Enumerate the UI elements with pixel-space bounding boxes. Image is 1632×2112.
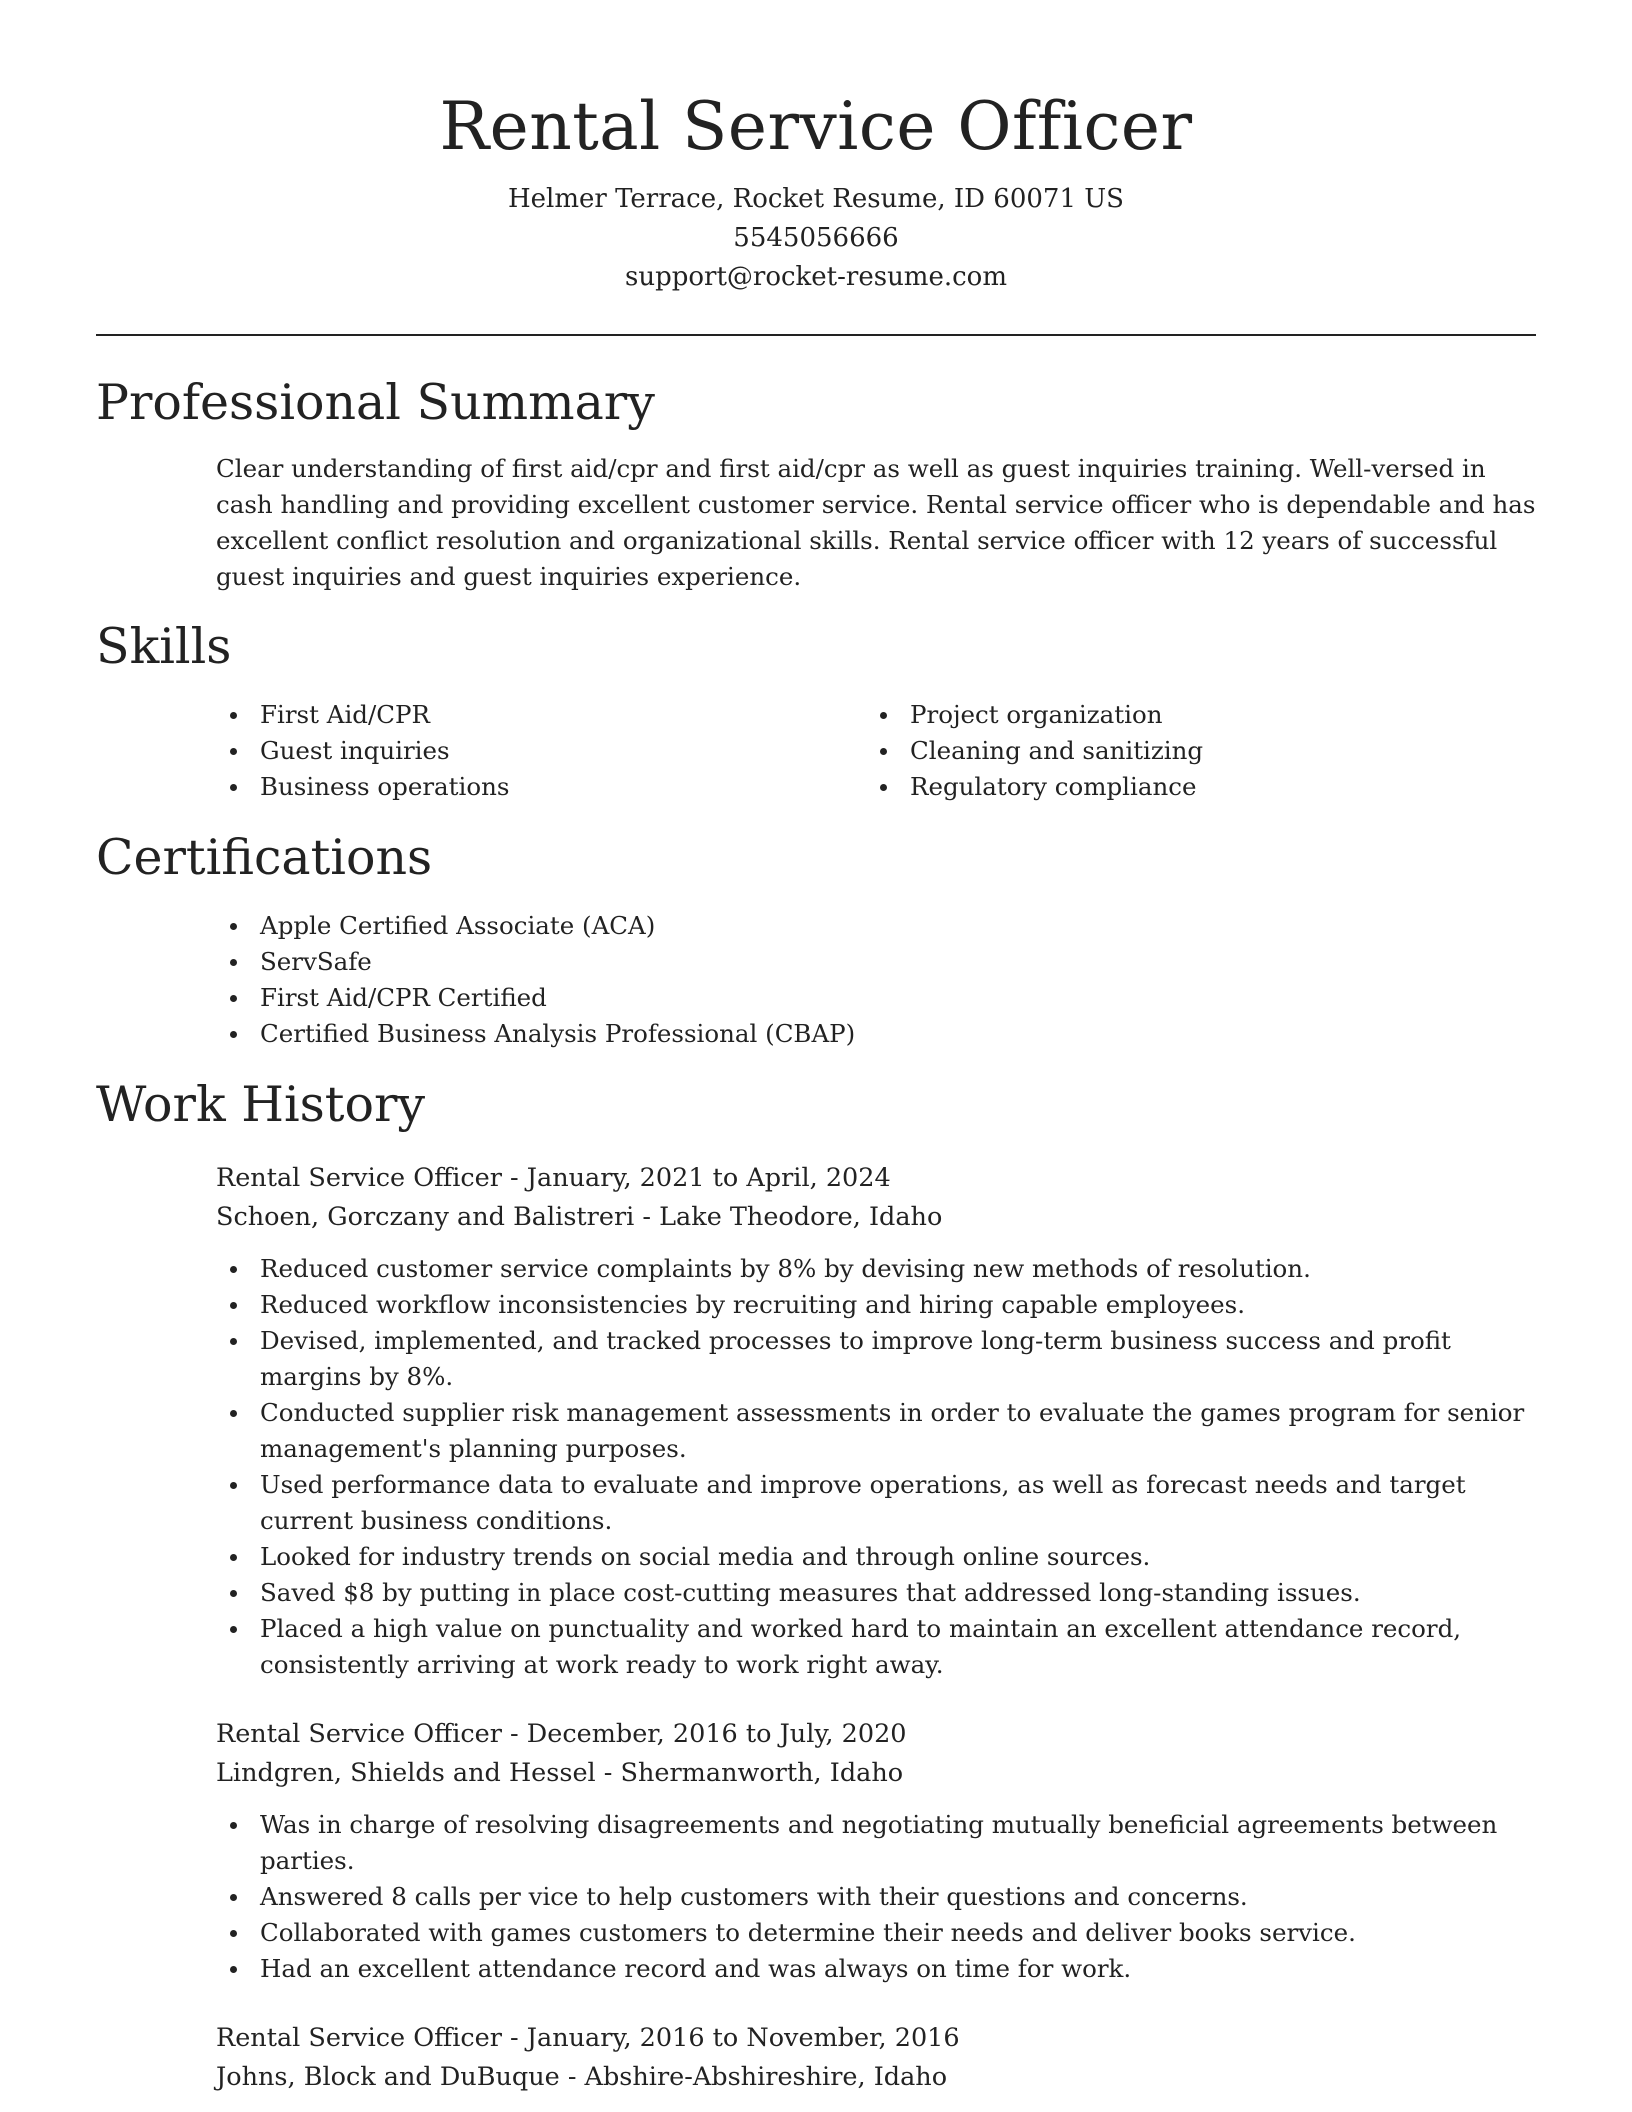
certifications-list	[216, 908, 1536, 1052]
skill-item: Regulatory compliance	[866, 769, 1516, 805]
certification-item: Certified Business Analysis Professional (CBAP)	[216, 1016, 1536, 1052]
job-title-line: Rental Service Officer - January, 2016 to November, 2016	[216, 2023, 960, 2053]
certification-item: First Aid/CPR Certified	[216, 980, 1536, 1016]
certifications-heading: Certifications	[96, 829, 433, 886]
resume-page	[96, 0, 1536, 2097]
job-bullet: Collaborated with games customers to determine their needs and deliver books service.	[216, 1915, 1536, 1951]
job-title-line: Rental Service Officer - January, 2021 to April, 2024	[216, 1163, 891, 1193]
header-divider	[96, 334, 1536, 336]
job-bullet: Placed a high value on punctuality and worked hard to maintain an excellent attendance record, consistently arriving at work ready to work right away.	[216, 1611, 1536, 1683]
certification-item: ServSafe	[216, 944, 1536, 980]
job-bullet: Reduced customer service complaints by 8% by devising new methods of resolution.	[216, 1251, 1536, 1287]
job-bullet: Saved $8 by putting in place cost-cutting measures that addressed long-standing issues.	[216, 1575, 1536, 1611]
certification-item: Apple Certified Associate (ACA)	[216, 908, 1536, 944]
job-bullets	[216, 1807, 1536, 1987]
job-bullet: Had an excellent attendance record and was always on time for work.	[216, 1951, 1536, 1987]
job-title-line: Rental Service Officer - December, 2016 to July, 2020	[216, 1719, 907, 1749]
skills-column-left	[216, 697, 866, 805]
work-history-heading: Work History	[96, 1076, 426, 1133]
skill-item: Project organization	[866, 697, 1516, 733]
job-bullet: Looked for industry trends on social media and through online sources.	[216, 1539, 1536, 1575]
job-bullets	[216, 1251, 1536, 1683]
job-entry	[216, 1159, 1536, 1683]
job-company-line: Johns, Block and DuBuque - Abshire-Abshireshire, Idaho	[216, 2062, 948, 2092]
job-bullet: Was in charge of resolving disagreements and negotiating mutually beneficial agreements between parties.	[216, 1807, 1536, 1879]
skill-item: Guest inquiries	[216, 733, 866, 769]
skills-grid	[216, 697, 1536, 805]
job-bullet: Devised, implemented, and tracked processes to improve long-term business success and profit margins by 8%.	[216, 1323, 1536, 1395]
skill-item: Cleaning and sanitizing	[866, 733, 1516, 769]
job-company-line: Schoen, Gorczany and Balistreri - Lake Theodore, Idaho	[216, 1202, 943, 1232]
skill-item: First Aid/CPR	[216, 697, 866, 733]
job-bullet: Used performance data to evaluate and improve operations, as well as forecast needs and target current business conditions.	[216, 1467, 1536, 1539]
skill-item: Business operations	[216, 769, 866, 805]
job-bullet: Reduced workflow inconsistencies by recruiting and hiring capable employees.	[216, 1287, 1536, 1323]
job-company-line: Lindgren, Shields and Hessel - Shermanworth, Idaho	[216, 1758, 904, 1788]
summary-text: Clear understanding of first aid/cpr and first aid/cpr as well as guest inquiries training. Well-versed in cash handling and providing excellent customer service. Rental service officer who is dependable and has excellent conflict resolution and organizational skills. Rental service officer with 12 years of successful guest inquiries and guest inquiries experience.	[216, 454, 1536, 591]
contact-email[interactable]: support@rocket-resume.com	[624, 262, 1007, 292]
resume-title: Rental Service Officer	[439, 88, 1193, 165]
skills-heading: Skills	[96, 618, 232, 675]
job-entry	[216, 2019, 1536, 2097]
summary-heading: Professional Summary	[96, 374, 655, 431]
job-entry	[216, 1715, 1536, 1987]
contact-address: Helmer Terrace, Rocket Resume, ID 60071 US	[507, 184, 1124, 214]
contact-block	[96, 180, 1536, 297]
job-bullet: Conducted supplier risk management assessments in order to evaluate the games program for senior management's planning purposes.	[216, 1395, 1536, 1467]
skills-column-right	[866, 697, 1516, 805]
contact-phone: 5545056666	[733, 223, 899, 253]
job-bullet: Answered 8 calls per vice to help customers with their questions and concerns.	[216, 1879, 1536, 1915]
